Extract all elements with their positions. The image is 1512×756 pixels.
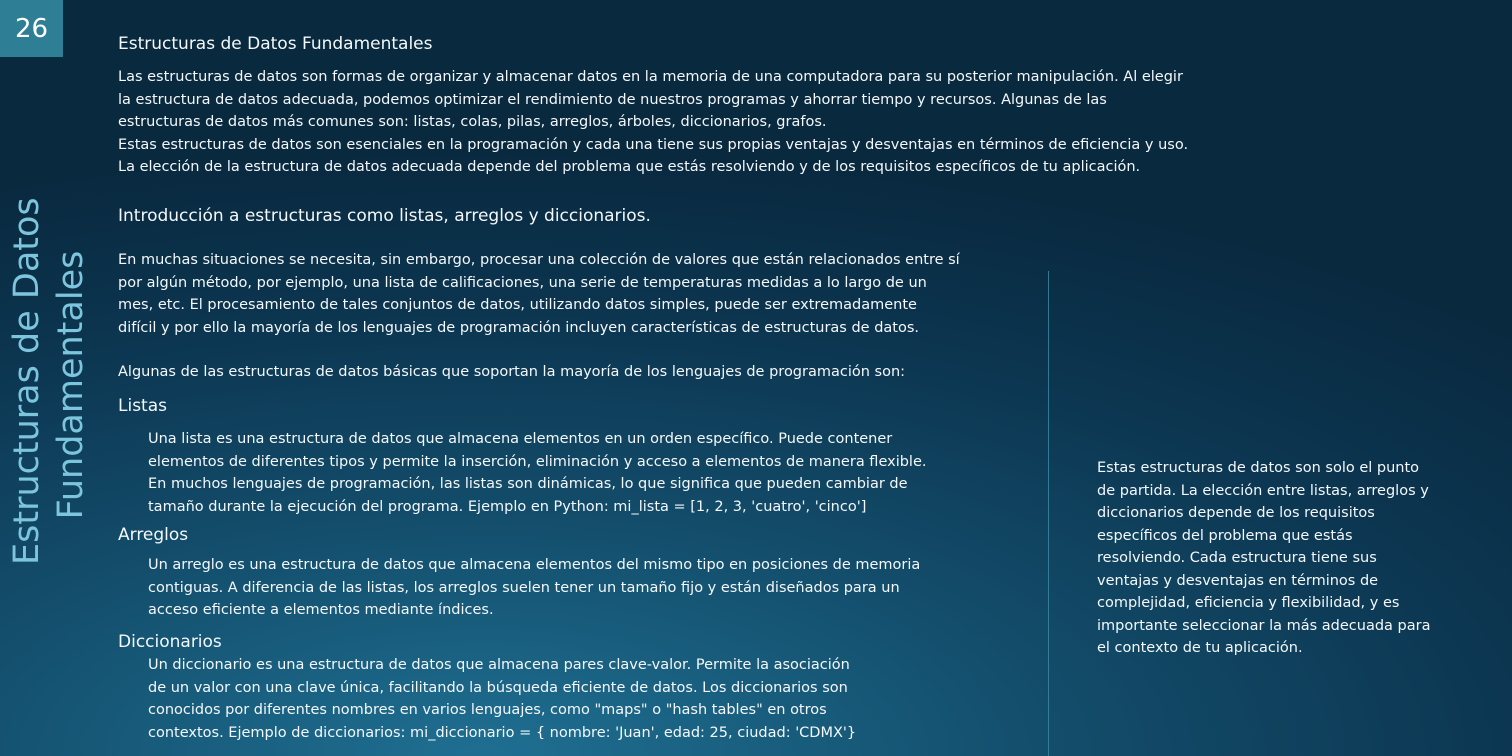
text-line: la estructura de datos adecuada, podemos optimizar el rendimiento de nuestros programas y ahorrar tiempo y recursos. Algunas de las	[118, 91, 1107, 108]
text-line: Un arreglo es una estructura de datos que almacena elementos del mismo tipo en posiciones de memoria	[148, 557, 921, 573]
text-line: resolviendo. Cada estructura tiene sus	[1097, 550, 1377, 566]
text-line: contextos. Ejemplo de diccionarios: mi_diccionario = { nombre: 'Juan', edad: 25, ciudad: 'CDMX'}	[148, 724, 857, 741]
arrays-paragraph	[148, 554, 920, 622]
lists-title: Listas	[118, 396, 167, 416]
vertical-divider	[1048, 271, 1049, 756]
intro-paragraph	[118, 66, 1188, 179]
text-line: En muchos lenguajes de programación, las listas son dinámicas, lo que significa que pueden cambiar de	[148, 476, 908, 492]
text-line: La elección de la estructura de datos adecuada depende del problema que estás resolviendo y de los requisitos específicos de tu aplicación.	[118, 159, 1141, 175]
text-line: de un valor con una clave única, facilitando la búsqueda eficiente de datos. Los diccionarios son	[148, 679, 848, 696]
text-line: el contexto de tu aplicación.	[1097, 640, 1303, 656]
text-line: En muchas situaciones se necesita, sin embargo, procesar una colección de valores que están relacionados entre sí	[118, 252, 960, 268]
text-line: complejidad, eficiencia y flexibilidad, y es	[1097, 595, 1400, 611]
vertical-title-line: Fundamentales	[51, 250, 91, 520]
side-note	[1097, 457, 1457, 660]
text-line: Una lista es una estructura de datos que almacena elementos en un orden específico. Puede contener	[148, 431, 893, 447]
text-line: acceso eficiente a elementos mediante índices.	[148, 602, 494, 618]
text-line: contiguas. A diferencia de las listas, los arreglos suelen tener un tamaño fijo y están diseñados para un	[148, 579, 900, 596]
text-line: Las estructuras de datos son formas de organizar y almacenar datos en la memoria de una computadora para su posterior manipulación. Al elegir	[118, 69, 1183, 85]
text-line: Estas estructuras de datos son solo el punto	[1097, 460, 1420, 476]
vertical-title-line: Estructuras de Datos	[7, 197, 47, 565]
text-line: Estas estructuras de datos son esenciales en la programación y cada una tiene sus propias ventajas y desventajas en términos de eficiencia y uso.	[118, 136, 1189, 153]
basic-structures-intro: Algunas de las estructuras de datos básicas que soportan la mayoría de los lenguajes de programación son:	[118, 364, 906, 380]
subsection-title: Introducción a estructuras como listas, arreglos y diccionarios.	[118, 206, 651, 226]
text-line: elementos de diferentes tipos y permite la inserción, eliminación y acceso a elementos de manera flexible.	[148, 453, 927, 470]
section-title: Estructuras de Datos Fundamentales	[118, 34, 433, 54]
dicts-title: Diccionarios	[118, 632, 222, 652]
text-line: ventajas y desventajas en términos de	[1097, 572, 1379, 589]
text-line: por algún método, por ejemplo, una lista de calificaciones, una serie de temperaturas medidas a lo largo de un	[118, 274, 927, 291]
vertical-slide-title	[5, 197, 105, 565]
text-line: mes, etc. El procesamiento de tales conjuntos de datos, utilizando datos simples, puede ser extremadamente	[118, 297, 917, 313]
text-line: de partida. La elección entre listas, arreglos y	[1097, 482, 1429, 499]
text-line: importante seleccionar la más adecuada para	[1097, 617, 1431, 634]
text-line: difícil y por ello la mayoría de los lenguajes de programación incluyen características de estructuras de datos.	[118, 319, 920, 336]
text-line: Un diccionario es una estructura de datos que almacena pares clave-valor. Permite la asociación	[148, 657, 850, 673]
text-line: específicos del problema que estás	[1097, 527, 1353, 544]
page-number: 26	[0, 0, 63, 57]
text-line: conocidos por diferentes nombres en varios lenguajes, como "maps" o "hash tables" en otros	[148, 702, 827, 718]
arrays-title: Arreglos	[118, 525, 189, 545]
dicts-paragraph	[148, 654, 856, 744]
text-line: diccionarios depende de los requisitos	[1097, 505, 1375, 521]
collection-paragraph	[118, 249, 960, 339]
lists-paragraph	[148, 428, 926, 518]
text-line: tamaño durante la ejecución del programa. Ejemplo en Python: mi_lista = [1, 2, 3, 'cuatro', 'cinco']	[148, 498, 867, 515]
text-line: estructuras de datos más comunes son: listas, colas, pilas, arreglos, árboles, diccionarios, grafos.	[118, 114, 827, 130]
